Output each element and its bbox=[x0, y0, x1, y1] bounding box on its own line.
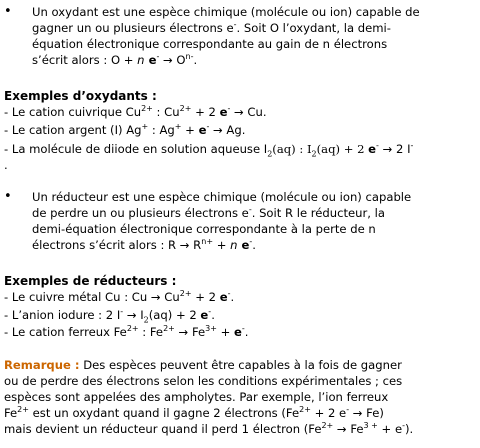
text-line: de perdre un ou plusieurs électrons e-. Soit R le réducteur, la bbox=[32, 205, 385, 220]
oxydant-definition-text bbox=[32, 4, 476, 68]
oxydants-heading: Exemples d’oxydants : bbox=[4, 89, 157, 103]
text-line: équation électronique correspondante au gain de n électrons bbox=[32, 37, 388, 51]
text-line: Remarque : Des espèces peuvent être capables à la fois de gagner bbox=[4, 358, 402, 372]
list-item: - Le cuivre métal Cu : $Cu \to Cu^{2+} + 2$ e-. bbox=[4, 289, 235, 304]
remarque-paragraph bbox=[4, 357, 474, 437]
text-line: Un oxydant est une espèce chimique (molécule ou ion) capable de bbox=[32, 5, 420, 19]
list-item: - Le cation cuivrique $Cu^{2+}$ : $Cu^{2+} + 2$ e- → Cu. bbox=[4, 104, 267, 119]
text-line: s’écrit alors : O + n $e^- \to O^{n-}$. bbox=[32, 52, 198, 67]
remarque-label: Remarque : bbox=[4, 358, 80, 372]
text-line: $Fe^{2+}$ est un oxydant quand il gagne 2 électrons ($Fe^{2+} + 2$ e- → Fe) bbox=[4, 405, 384, 420]
bullet-icon: • bbox=[4, 189, 12, 204]
list-item: - Le cation ferreux $Fe^{2+}$ : $Fe^{2+} \to Fe^{3+} + e^-$. bbox=[4, 324, 249, 339]
list-item-end: . bbox=[4, 158, 8, 172]
bullet-icon: • bbox=[4, 4, 12, 19]
list-item: - Le cation argent (I) Ag+ : Ag+ + e- → Ag. bbox=[4, 122, 246, 137]
text-line: espèces sont appelées des ampholytes. Par exemple, l’ion ferreux bbox=[4, 390, 389, 404]
text-line: gagner un ou plusieurs électrons e-. Soit O l’oxydant, la demi- bbox=[32, 20, 391, 35]
reducteurs-heading: Exemples de réducteurs : bbox=[4, 274, 177, 288]
text-line: demi-équation électronique correspondante à la perte de n bbox=[32, 222, 376, 236]
list-item: - L’anion iodure : 2 $I^- \to I_2(aq) + 2$ e-. bbox=[4, 307, 215, 325]
text-line: Un réducteur est une espèce chimique (molécule ou ion) capable bbox=[32, 190, 412, 204]
text-line: mais devient un réducteur quand il perd 1 électron $(Fe^{2+} \to Fe^{3 +} + e^-)$. bbox=[4, 421, 414, 436]
text-line: ou de perdre des électrons selon les conditions expérimentales ; ces bbox=[4, 374, 403, 388]
reducteur-definition-text bbox=[32, 189, 476, 253]
list-item: - La molécule de diiode en solution aqueuse $I_2(aq)$ : $I_2(aq) + 2$ e- → 2 I- bbox=[4, 141, 414, 159]
text-line: électrons s’écrit alors : $R \to R^{n+} + n$ e-. bbox=[32, 237, 256, 252]
